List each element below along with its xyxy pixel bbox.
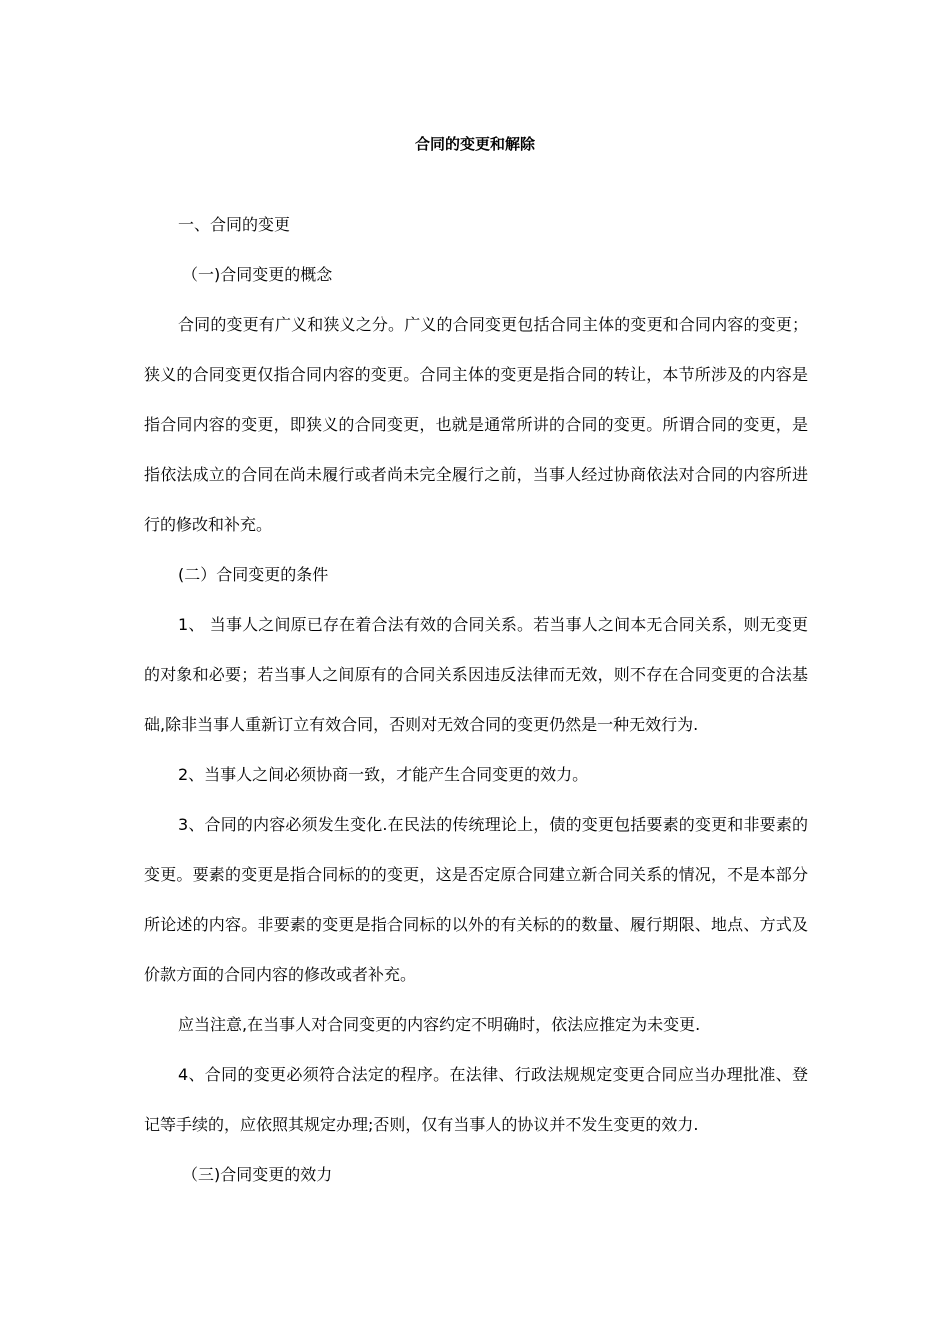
document-body — [144, 200, 808, 1200]
paragraph-condition-3: 3、合同的内容必须发生变化.在民法的传统理论上，债的变更包括要素的变更和非要素的变更。要素的变更是指合同标的的变更，这是否定原合同建立新合同关系的情况，不是本部分所论述的内容。非要素的变更是指合同标的以外的有关标的的数量、履行期限、地点、方式及价款方面的合同内容的修改或者补充。 — [144, 815, 808, 984]
section-heading-change: 一、合同的变更 — [178, 215, 291, 234]
paragraph-condition-2: 2、当事人之间必须协商一致，才能产生合同变更的效力。 — [178, 765, 589, 784]
paragraph-note: 应当注意,在当事人对合同变更的内容约定不明确时，依法应推定为未变更. — [178, 1015, 701, 1034]
subsection-heading-effect: （三)合同变更的效力 — [182, 1165, 333, 1184]
paragraph-condition-4: 4、合同的变更必须符合法定的程序。在法律、行政法规规定变更合同应当办理批准、登记等手续的，应依照其规定办理;否则，仅有当事人的协议并不发生变更的效力. — [144, 1065, 808, 1134]
document-title: 合同的变更和解除 — [414, 135, 535, 153]
subsection-heading-conditions: (二）合同变更的条件 — [178, 565, 329, 584]
subsection-heading-concept: （一)合同变更的概念 — [182, 265, 333, 284]
paragraph-condition-1: 1、 当事人之间原已存在着合法有效的合同关系。若当事人之间本无合同关系，则无变更的对象和必要；若当事人之间原有的合同关系因违反法律而无效，则不存在合同变更的合法基础,除非当事人重新订立有效合同，否则对无效合同的变更仍然是一种无效行为. — [144, 615, 808, 734]
paragraph-concept: 合同的变更有广义和狭义之分。广义的合同变更包括合同主体的变更和合同内容的变更；狭义的合同变更仅指合同内容的变更。合同主体的变更是指合同的转让，本节所涉及的内容是指合同内容的变更，即狭义的合同变更，也就是通常所讲的合同的变更。所谓合同的变更，是指依法成立的合同在尚未履行或者尚未完全履行之前，当事人经过协商依法对合同的内容所进行的修改和补充。 — [144, 315, 808, 534]
